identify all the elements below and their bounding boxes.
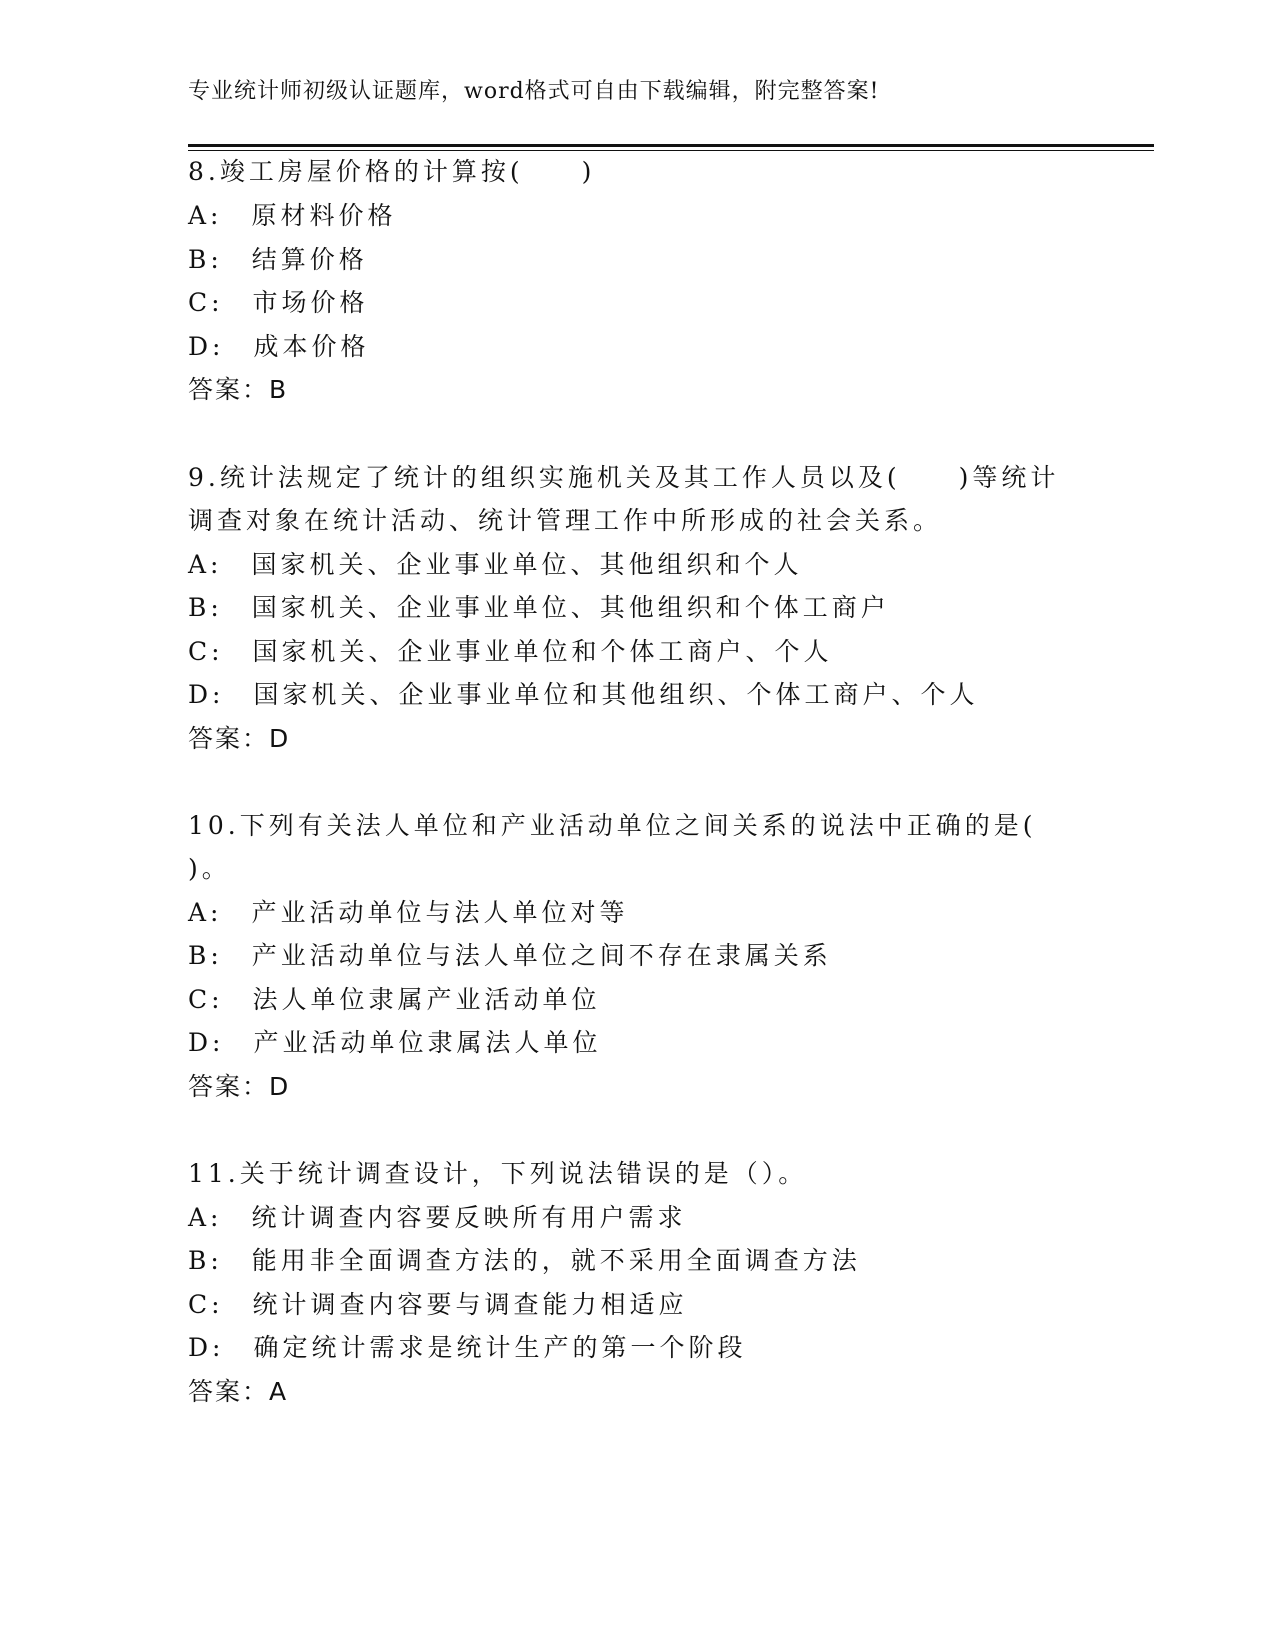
answer: 答案：A bbox=[188, 1377, 289, 1406]
option-c: C: 市场价格 bbox=[188, 288, 369, 317]
option-b: B: 结算价格 bbox=[188, 245, 368, 274]
option-a: A: 统计调查内容要反映所有用户需求 bbox=[188, 1203, 687, 1232]
option-a: A: 国家机关、企业事业单位、其他组织和个人 bbox=[188, 550, 803, 579]
answer: 答案：B bbox=[188, 375, 289, 404]
option-a: A: 产业活动单位与法人单位对等 bbox=[188, 898, 629, 927]
header-text: 专业统计师初级认证题库，word格式可自由下载编辑，附完整答案! bbox=[188, 79, 880, 104]
answer: 答案：D bbox=[188, 1072, 291, 1101]
header-rule-thick bbox=[188, 144, 1154, 147]
option-d: D: 国家机关、企业事业单位和其他组织、个体工商户、个人 bbox=[188, 680, 979, 709]
answer: 答案：D bbox=[188, 724, 291, 753]
option-b: B: 能用非全面调查方法的，就不采用全面调查方法 bbox=[188, 1246, 861, 1275]
option-d: D: 确定统计需求是统计生产的第一个阶段 bbox=[188, 1333, 747, 1362]
header-rule-thin bbox=[188, 150, 1154, 151]
option-b: B: 国家机关、企业事业单位、其他组织和个体工商户 bbox=[188, 593, 890, 622]
option-a: A: 原材料价格 bbox=[188, 201, 397, 230]
option-c: C: 国家机关、企业事业单位和个体工商户、个人 bbox=[188, 637, 833, 666]
option-d: D: 产业活动单位隶属法人单位 bbox=[188, 1028, 602, 1057]
question-stem: 11.关于统计调查设计，下列说法错误的是（）。 bbox=[188, 1159, 808, 1188]
question-stem: 8.竣工房屋价格的计算按( ) bbox=[188, 157, 596, 186]
option-d: D: 成本价格 bbox=[188, 332, 370, 361]
question-stem: 9.统计法规定了统计的组织实施机关及其工作人员以及( )等统计 bbox=[188, 463, 1060, 492]
question-stem-continued: )。 bbox=[188, 854, 231, 883]
option-c: C: 法人单位隶属产业活动单位 bbox=[188, 985, 601, 1014]
option-b: B: 产业活动单位与法人单位之间不存在隶属关系 bbox=[188, 941, 832, 970]
question-stem: 10.下列有关法人单位和产业活动单位之间关系的说法中正确的是( bbox=[188, 811, 1037, 840]
option-c: C: 统计调查内容要与调查能力相适应 bbox=[188, 1290, 688, 1319]
question-stem-continued: 调查对象在统计活动、统计管理工作中所形成的社会关系。 bbox=[188, 506, 943, 535]
